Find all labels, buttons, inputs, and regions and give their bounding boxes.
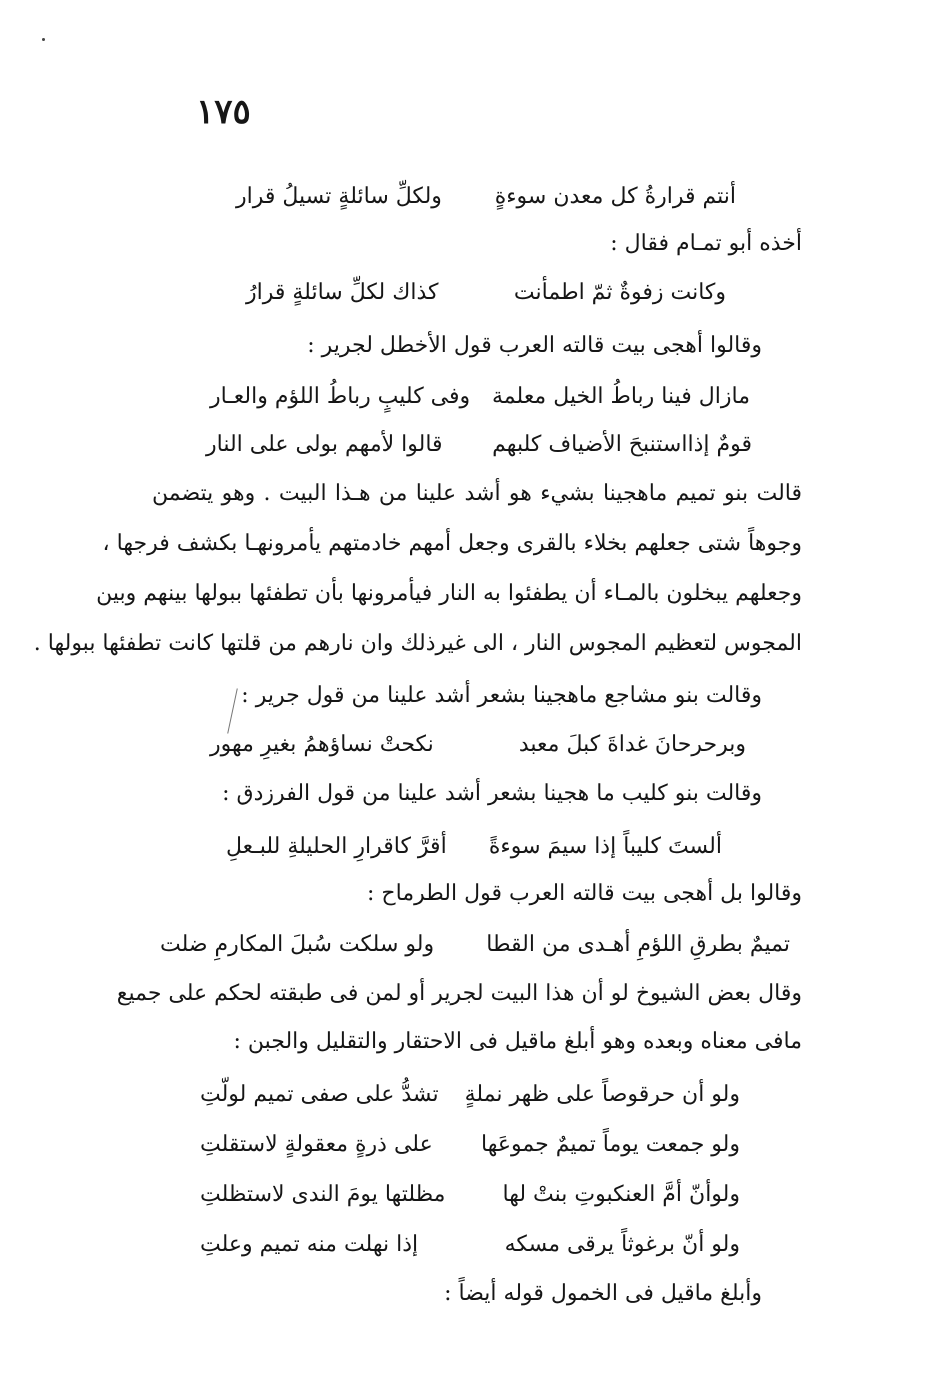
prose-line: وجوهاً شتى جعلهم بخلاء بالقرى وجعل أمهم خادمتهم يأمرونهـا بكشف فرجها ، (102, 531, 802, 556)
verse-second-hemistich: مظلتها يومَ الندى لاستظلتِ (200, 1181, 446, 1207)
verse-second-hemistich: ولو سلكت سُبلَ المكارمِ ضلت (160, 931, 435, 957)
verse-second-hemistich: تشدُّ على صفى تميم لولّتِ (200, 1081, 439, 1107)
verse-line (160, 924, 790, 964)
verse-second-hemistich: على ذرةٍ معقولةٍ لاستقلتِ (200, 1131, 433, 1157)
prose-line: المجوس لتعظيم المجوس النار ، الى غيرذلك وان نارهم من قلتها كانت تطفئها ببولها . (33, 631, 802, 656)
prose-line: وقالت بنو مشاجع ماهجينا بشعر أشد علينا من قول جرير : (241, 683, 762, 708)
speck (42, 38, 45, 41)
verse-line (236, 176, 736, 216)
verse-line (206, 424, 752, 464)
verse-second-hemistich: ولكلِّ سائلةٍ تسيلُ قرار (236, 183, 442, 209)
verse-line (210, 376, 750, 416)
prose-line: وأبلغ ماقيل فى الخمول قوله أيضاً : (444, 1281, 762, 1306)
verse-second-hemistich: إذا نهلت منه تميم وعلتِ (200, 1231, 419, 1257)
verse-line (210, 724, 746, 764)
verse-line (246, 272, 726, 312)
verse-second-hemistich: أقرَّ كاقرارِ الحليلةِ للبـعلِ (226, 833, 447, 859)
verse-first-hemistich: وكانت زفوةٌ ثمّ اطمأنت (513, 279, 726, 305)
prose-line: قالت بنو تميم ماهجينا بشيء هو أشد علينا من هـذا البيت . وهو يتضمن (152, 481, 802, 506)
prose-line: وجعلهم يبخلون بالمـاء أن يطفئوا به النار فيأمرونها بأن تطفئها ببولها بينهم وبين (96, 581, 802, 606)
page-number: ١٧٥ (196, 92, 251, 132)
verse-first-hemistich: ولو جمعت يوماً تميمٌ جموعَها (481, 1131, 740, 1157)
prose-line: وقالت بنو كليب ما هجينا بشعر أشد علينا من قول الفرزدق : (222, 781, 762, 806)
verse-first-hemistich: ألستَ كليباً إذا سيمَ سوءةً (488, 833, 722, 859)
verse-first-hemistich: وبرحرحانَ غداةَ كبلَ معبد (518, 731, 746, 757)
verse-second-hemistich: وفى كليبٍ رباطُ اللؤم والعـار (210, 383, 471, 409)
prose-line: مافى معناه وبعده وهو أبلغ ماقيل فى الاحتقار والتقليل والجبن : (233, 1029, 802, 1054)
verse-first-hemistich: ولو أنّ برغوثاً يرقى مسكه (504, 1231, 740, 1257)
verse-line (226, 826, 722, 866)
verse-line (200, 1124, 740, 1164)
verse-line (200, 1174, 740, 1214)
prose-line: وقالوا أهجى بيت قالته العرب قول الأخطل لجرير : (307, 333, 762, 358)
prose-line: وقال بعض الشيوخ لو أن هذا البيت لجرير أو لمن فى طبقته لحكم على جميع (116, 981, 802, 1006)
verse-second-hemistich: كذاك لكلِّ سائلةٍ قرارُ (246, 279, 439, 305)
verse-line (200, 1224, 740, 1264)
prose-line: أخذه أبو تمـام فقال : (610, 231, 802, 256)
verse-first-hemistich: مازال فينا رباطُ الخيل معلمة (492, 383, 750, 409)
verse-first-hemistich: ولو أن حرقوصاً على ظهر نملةٍ (464, 1081, 740, 1107)
verse-first-hemistich: قومٌ إذااستنبحَ الأضياف كلبهم (492, 431, 752, 457)
verse-line (200, 1074, 740, 1114)
verse-first-hemistich: أنتم قرارةُ كل معدن سوءةٍ (494, 183, 736, 209)
prose-line: وقالوا بل أهجى بيت قالته العرب قول الطرماح : (367, 881, 802, 906)
verse-second-hemistich: نكحتْ نساؤهمُ بغيرِ مهور (210, 731, 434, 757)
verse-first-hemistich: ولوأنّ أمَّ العنكبوتِ بنتْ لها (502, 1181, 740, 1207)
verse-second-hemistich: قالوا لأمهم بولى على النار (206, 431, 443, 457)
verse-first-hemistich: تميمٌ بطرقِ اللؤمِ أهـدى من القطا (486, 931, 790, 957)
